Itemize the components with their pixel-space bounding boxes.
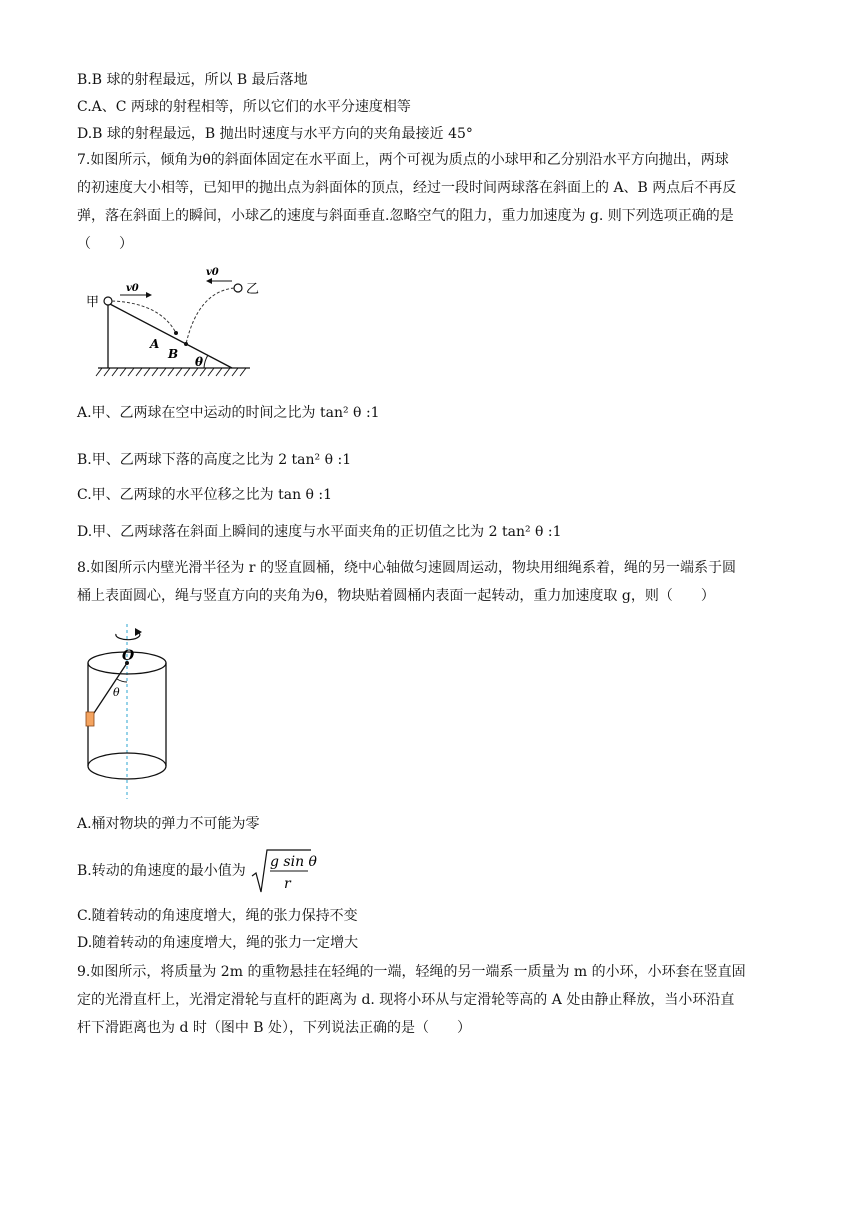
- q7-option-c: C.甲、乙两球的水平位移之比为 tan θ :1: [77, 487, 333, 503]
- q9-stem: [77, 958, 789, 1042]
- q7-option-a: A.甲、乙两球在空中运动的时间之比为 tan² θ :1: [77, 405, 380, 421]
- q8-cylinder-figure: [78, 624, 178, 802]
- q6-option-b: B.B 球的射程最远，所以 B 最后落地: [77, 72, 308, 88]
- sqrt-expression: [250, 848, 318, 894]
- ball-jia: [104, 297, 112, 305]
- v0-label-left: v0: [126, 283, 139, 294]
- theta-label: θ: [195, 355, 204, 369]
- q7-stem-line: （ ）: [77, 236, 133, 252]
- rope: [92, 663, 127, 716]
- label-b: B: [168, 347, 179, 361]
- point-b: [184, 342, 188, 346]
- q6-option-c: C.A、C 两球的射程相等，所以它们的水平分速度相等: [77, 99, 411, 115]
- theta-label: θ: [113, 686, 120, 699]
- label-o: O: [122, 648, 135, 664]
- q7-stem-line: 弹，落在斜面上的瞬间，小球乙的速度与斜面垂直.忽略空气的阻力，重力加速度为 g. 则下列选项正确的是: [77, 208, 734, 224]
- trajectory-yi: [186, 288, 234, 344]
- block: [86, 712, 94, 726]
- q9-stem-line: 定的光滑直杆上，光滑定滑轮与直杆的距离为 d. 现将小环从与定滑轮等高的 A 处由静止释放，当小环沿直: [77, 992, 735, 1008]
- q9-stem-line: 9.如图所示，将质量为 2m 的重物悬挂在轻绳的一端，轻绳的另一端系一质量为 m 的小环，小环套在竖直固: [77, 964, 746, 980]
- q8-option-d: D.随着转动的角速度增大，绳的张力一定增大: [77, 935, 359, 951]
- q6-option-d: D.B 球的射程最远，B 抛出时速度与水平方向的夹角最接近 45°: [77, 126, 473, 142]
- q7-stem-line: 的初速度大小相等，已知甲的抛出点为斜面体的顶点，经过一段时间两球落在斜面上的 A、B 两点后不再反: [77, 180, 737, 196]
- label-a: A: [150, 337, 160, 351]
- q7-option-d: D.甲、乙两球落在斜面上瞬间的速度与水平面夹角的正切值之比为 2 tan² θ :1: [77, 524, 562, 540]
- trajectory-jia: [112, 301, 176, 333]
- sqrt-denominator: r: [284, 876, 291, 892]
- q8-stem: [77, 554, 789, 610]
- ball-yi: [234, 284, 242, 292]
- v0-label-right: v0: [206, 267, 219, 278]
- q9-stem-line: 杆下滑距离也为 d 时（图中 B 处），下列说法正确的是（ ）: [77, 1020, 472, 1036]
- q8-option-b: [77, 848, 318, 894]
- label-jia: 甲: [86, 295, 100, 310]
- q7-incline-figure: [80, 258, 260, 383]
- q8-stem-line: 桶上表面圆心，绳与竖直方向的夹角为θ，物块贴着圆桶内表面一起转动，重力加速度取 g，则（ ）: [77, 588, 715, 604]
- point-a: [174, 331, 178, 335]
- q8-option-b-prefix: B.转动的角速度的最小值为: [77, 863, 246, 879]
- sqrt-numerator: g sin θ: [270, 854, 318, 870]
- label-yi: 乙: [246, 282, 260, 297]
- angle-arc: [204, 355, 208, 368]
- q7-stem: [77, 146, 789, 258]
- q7-stem-line: 7.如图所示，倾角为θ的斜面体固定在水平面上，两个可视为质点的小球甲和乙分别沿水平方向抛出，两球: [77, 152, 729, 168]
- q8-option-c: C.随着转动的角速度增大，绳的张力保持不变: [77, 908, 358, 924]
- q8-option-a: A.桶对物块的弹力不可能为零: [77, 816, 260, 832]
- theta-arc: [117, 679, 127, 682]
- q7-option-b: B.甲、乙两球下落的高度之比为 2 tan² θ :1: [77, 452, 352, 468]
- q8-stem-line: 8.如图所示内壁光滑半径为 r 的竖直圆桶，绕中心轴做匀速圆周运动，物块用细绳系着，绳的另一端系于圆: [77, 560, 736, 576]
- ground-hatch: [96, 368, 246, 376]
